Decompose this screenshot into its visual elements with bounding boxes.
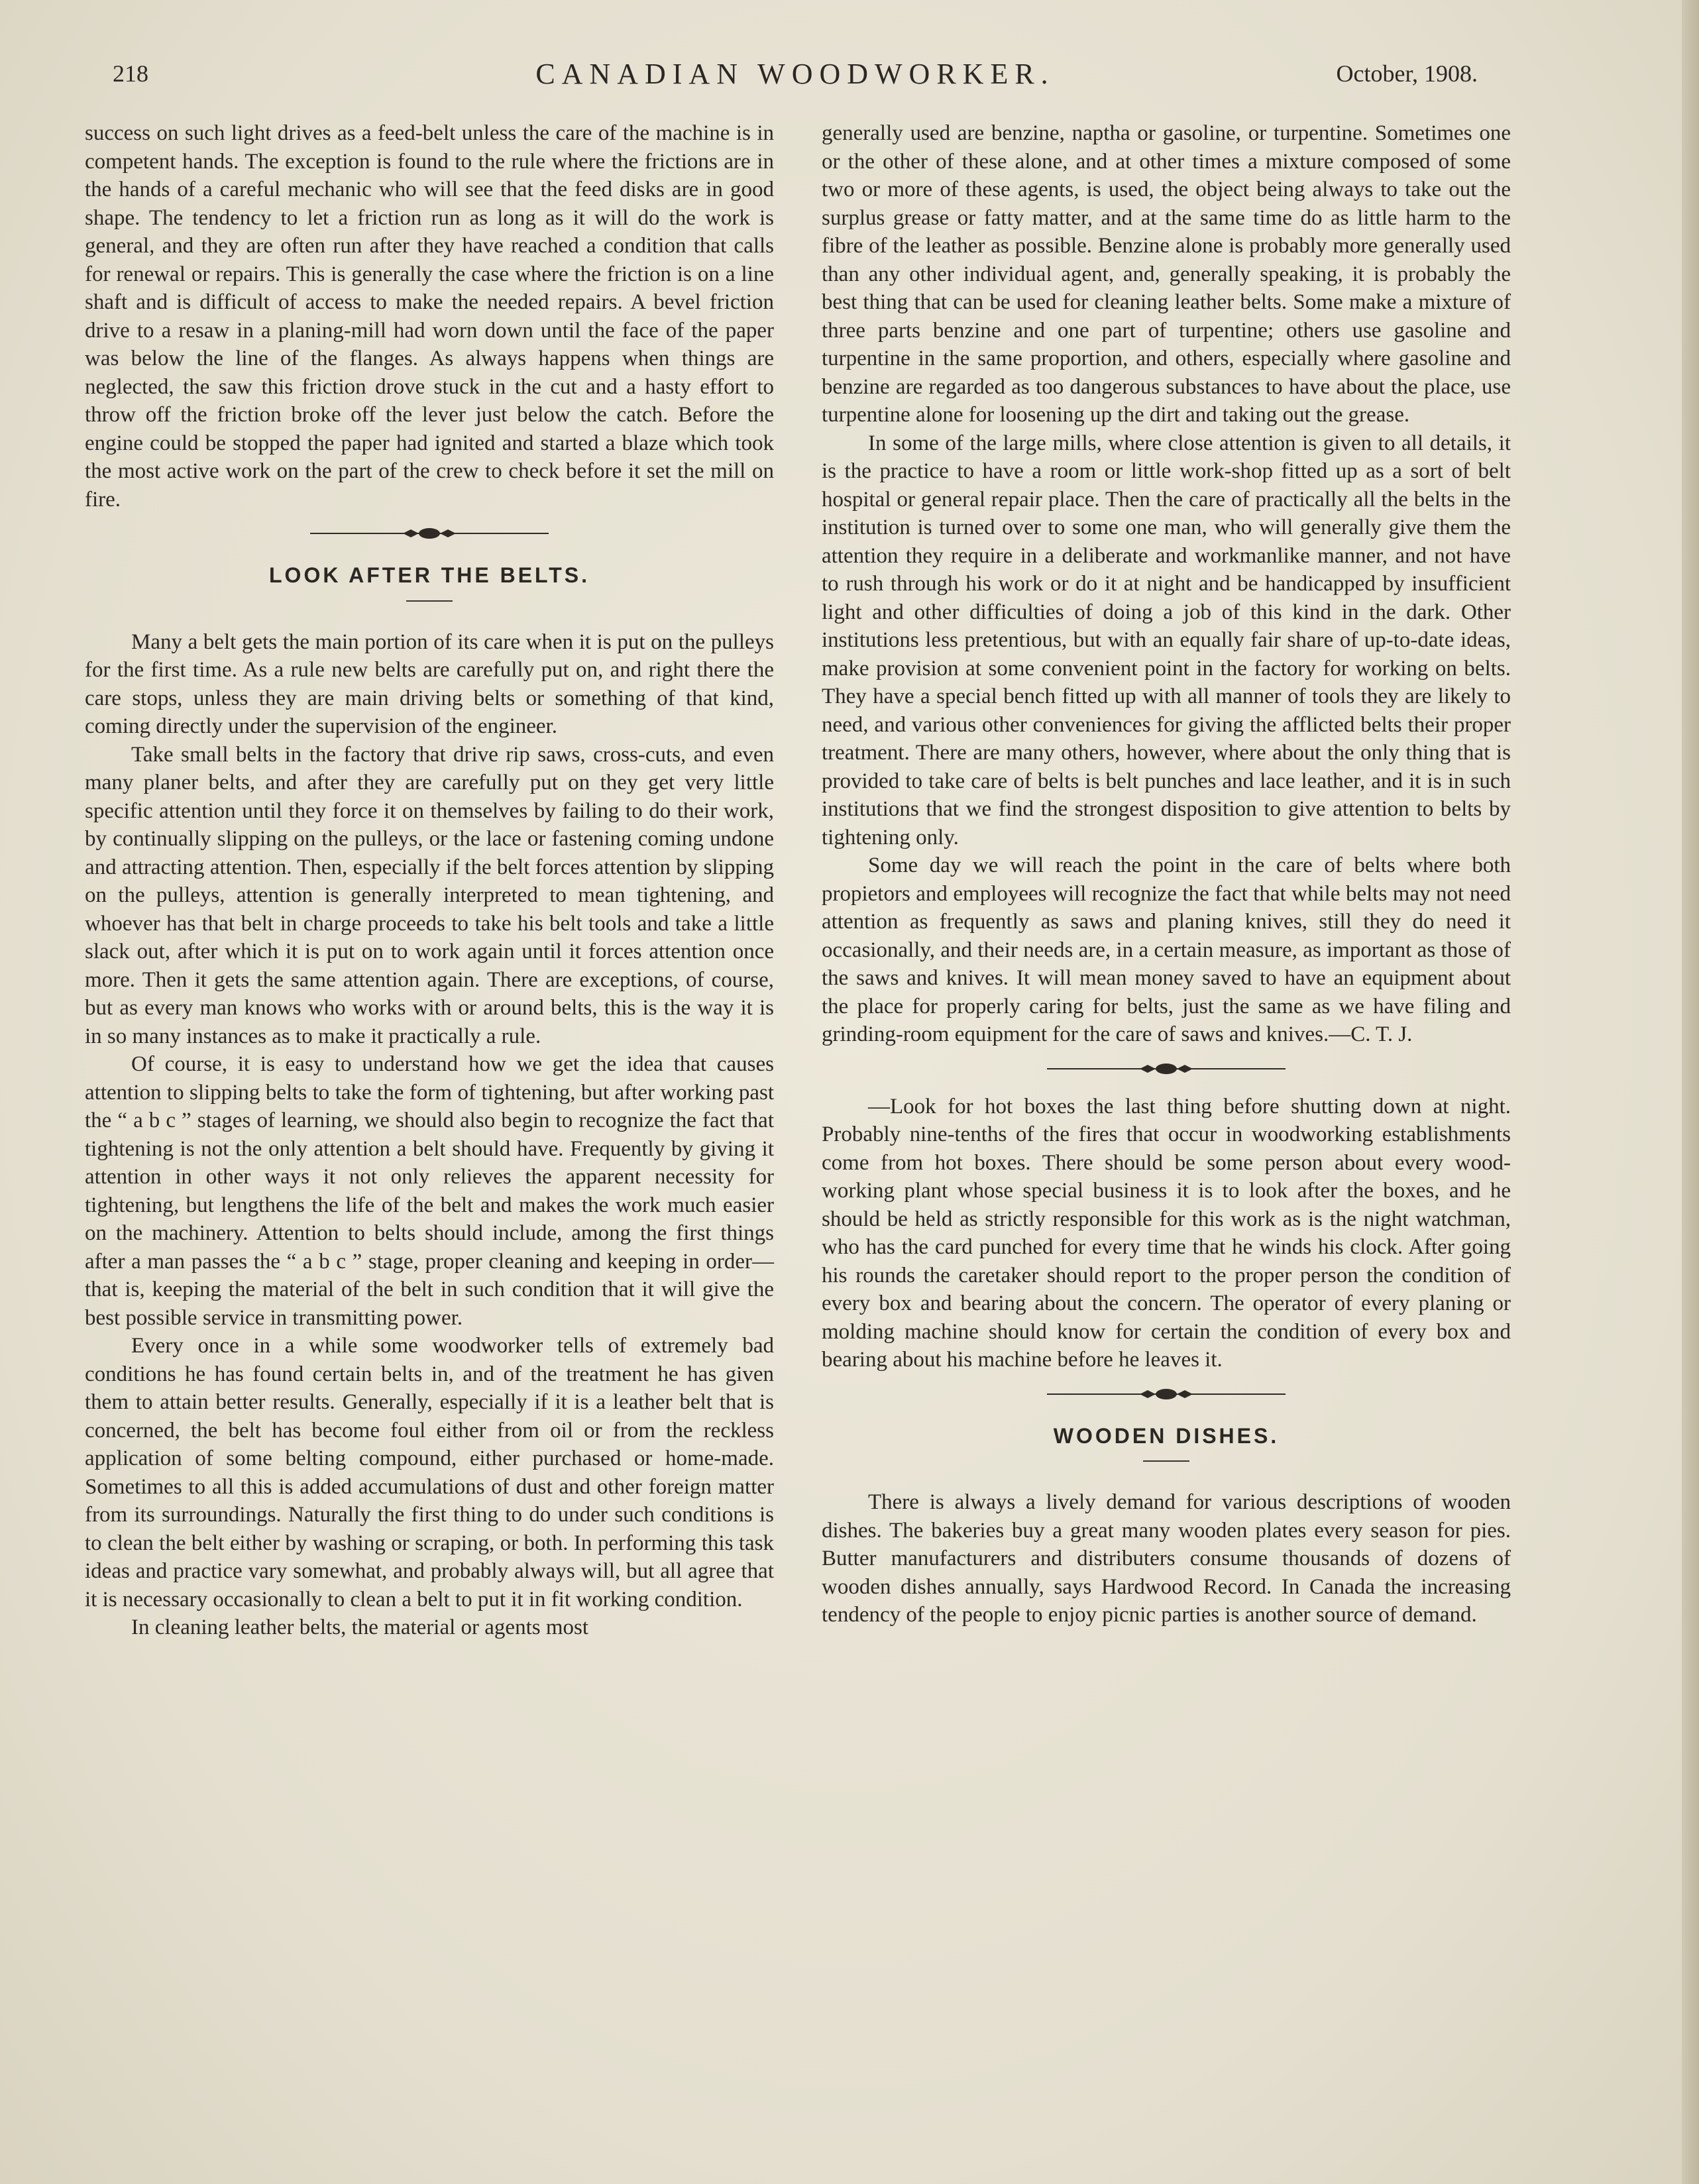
right-column (822, 119, 1511, 1629)
paragraph: There is always a lively demand for various descriptions of wooden dishes. The bakeries buy a great many wooden plates every season for pies. Butter manufacturers and distributers consume thousands of dozens of wooden dishes annually, says Hardwood Record. In Canada the increasing tendency of the people to enjoy picnic parties is another source of demand. (822, 1490, 1511, 1627)
paragraph: Every once in a while some woodworker tells of extremely bad conditions he has found certain belts in, and of the treatment he has given them to attain better results. Generally, especially if it is a leather belt that is concerned, the belt has become foul either from oil or from the reckless application of some belting compound, either purchased or home-made. Sometimes to all this is added accumulations of dust and other foreign matter from its surroundings. Naturally the first thing to do under such conditions is to clean the belt either by washing or scraping, or both. In performing this task ideas and practice vary somewhat, and probably always will, but all agree that it is necessary occasionally to clean a belt to put it in fit working condition. (85, 1334, 774, 1611)
paragraph: Take small belts in the factory that drive rip saws, cross-cuts, and even many planer belts, and after they are carefully put on they get very little specific attention until they force it on themselves by failing to do their work, by continually slipping on the pulleys, or the lace or fastening coming undone and attracting attention. Then, especially if the belt forces attention by slipping on the pulleys, attention is generally interpreted to mean tightening, and whoever has that belt in charge proceeds to take his belt tools and take a little slack out, after which it is put on to work again until it forces attention once more. Then it gets the same attention again. There are exceptions, of course, but as every man knows who works with or around belts, this is the way it is in so many instances as to make it practically a rule. (85, 742, 774, 1048)
paragraph: generally used are benzine, naptha or gasoline, or turpentine. Sometimes one or the other of these alone, and at other times a mixture composed of some two or more of these agents, is used, the object being always to take out the surplus grease or fatty matter, and at the same time do as little harm to the fibre of the leather as possible. Benzine alone is probably more generally used than any other individual agent, and, generally speaking, it is probably the best thing that can be used for cleaning leather belts. Some make a mixture of three parts benzine and one part of turpentine; others use gasoline and turpentine in the same proportion, and others, especially where gasoline and benzine are regarded as too dangerous substances to have about the place, use turpentine alone for loosening up the dirt and taking out the grease. (822, 121, 1511, 427)
section-heading: WOODEN DISHES. (1053, 1423, 1280, 1448)
running-header (113, 60, 1478, 99)
heading-rule (1143, 1460, 1189, 1462)
page-edge (1682, 0, 1699, 2184)
publication-title: CANADIAN WOODWORKER. (535, 58, 1055, 90)
paragraph: —Look for hot boxes the last thing before shutting down at night. Probably nine-tenths of the fires that occur in woodworking establishments come from hot boxes. There should be some person about every wood-working plant whose special business it is to look after the boxes, and he should be held as strictly responsible for this work as is the night watchman, who has the card punched for every time that he winds his clock. After going his rounds the caretaker should report to the proper person the condition of every box and bearing about the concern. The operator of every planing or molding machine should know for certain the condition of every box and bearing about his machine before he leaves it. (822, 1094, 1511, 1372)
paragraph: In some of the large mills, where close attention is given to all details, it is the practice to have a room or little work-shop fitted up as a sort of belt hospital or general repair place. Then the care of practically all the belts in the institution is turned over to some one man, who will generally give them the attention they require in a deliberate and workmanlike manner, and not have to rush through his work or do it at night and be handicapped by insufficient light and other difficulties of doing a job of this kind in the dark. Other institutions less pretentious, but with an equally fair share of up-to-date ideas, make provision at some convenient point in the factory for working on belts. They have a special bench fitted up with all manner of tools they are likely to need, and various other conveniences for giving the afflicted belts their proper treatment. There are many others, however, where about the only thing that is provided to take care of belts is belt punches and lace leather, and it is in such institutions that we find the strongest disposition to give attention to belts by tightening only. (822, 431, 1511, 849)
paragraph: Of course, it is easy to understand how we get the idea that causes attention to slipping belts to take the form of tightening, but after working past the “ a b c ” stages of learning, we should also begin to recognize the fact that tightening is not the only attention a belt should have. Frequently by giving it attention in other ways it not only relieves the apparent necessity for tightening, but lengthens the life of the belt and makes the work much easier on the machinery. Attention to belts should include, among the first things after a man passes the “ a b c ” stage, proper cleaning and keeping in order—that is, keeping the material of the belt in such condition that it will give the best possible service in transmitting power. (85, 1052, 774, 1330)
ornament-divider (1047, 1386, 1286, 1402)
paragraph: Many a belt gets the main portion of its care when it is put on the pulleys for the first time. As a rule new belts are carefully put on, and right there the care stops, unless they are main driving belts or something of that kind, coming directly under the supervision of the engineer. (85, 629, 774, 738)
left-column (85, 119, 774, 1642)
heading-rule (406, 600, 453, 602)
paragraph: Some day we will reach the point in the care of belts where both propietors and employees will recognize the fact that while belts may not need attention as frequently as saws and planing knives, still they do need it occasionally, and their needs are, in a certain measure, as important as those of the saws and knives. It will mean money saved to have an equipment about the place for properly caring for belts, just the same as we have filing and grinding-room equipment for the care of saws and knives.—C. T. J. (822, 853, 1511, 1046)
issue-date: October, 1908. (1336, 60, 1478, 87)
paragraph: In cleaning leather belts, the material or agents most (131, 1615, 589, 1639)
ornament-divider (1047, 1061, 1286, 1077)
paragraph: success on such light drives as a feed-belt unless the care of the machine is in competent hands. The exception is found to the rule where the frictions are in the hands of a careful mechanic who will see that the feed disks are in good shape. The tendency to let a friction run as long as it will do the work is general, and they are often run after they have reached a condition that calls for renewal or repairs. This is generally the case where the friction is on a line shaft and is difficult of access to make the needed repairs. A bevel friction drive to a resaw in a planing-mill had worn down until the face of the paper was below the line of the flanges. As always happens when things are neglected, the saw this friction drove stuck in the cut and a hasty effort to throw off the friction broke off the lever just below the catch. Before the engine could be stopped the paper had ignited and started a blaze which took the most active work on the part of the crew to check before it set the mill on fire. (85, 121, 774, 512)
section-heading: LOOK AFTER THE BELTS. (269, 563, 590, 587)
ornament-divider (310, 525, 549, 541)
page-number: 218 (113, 60, 148, 87)
